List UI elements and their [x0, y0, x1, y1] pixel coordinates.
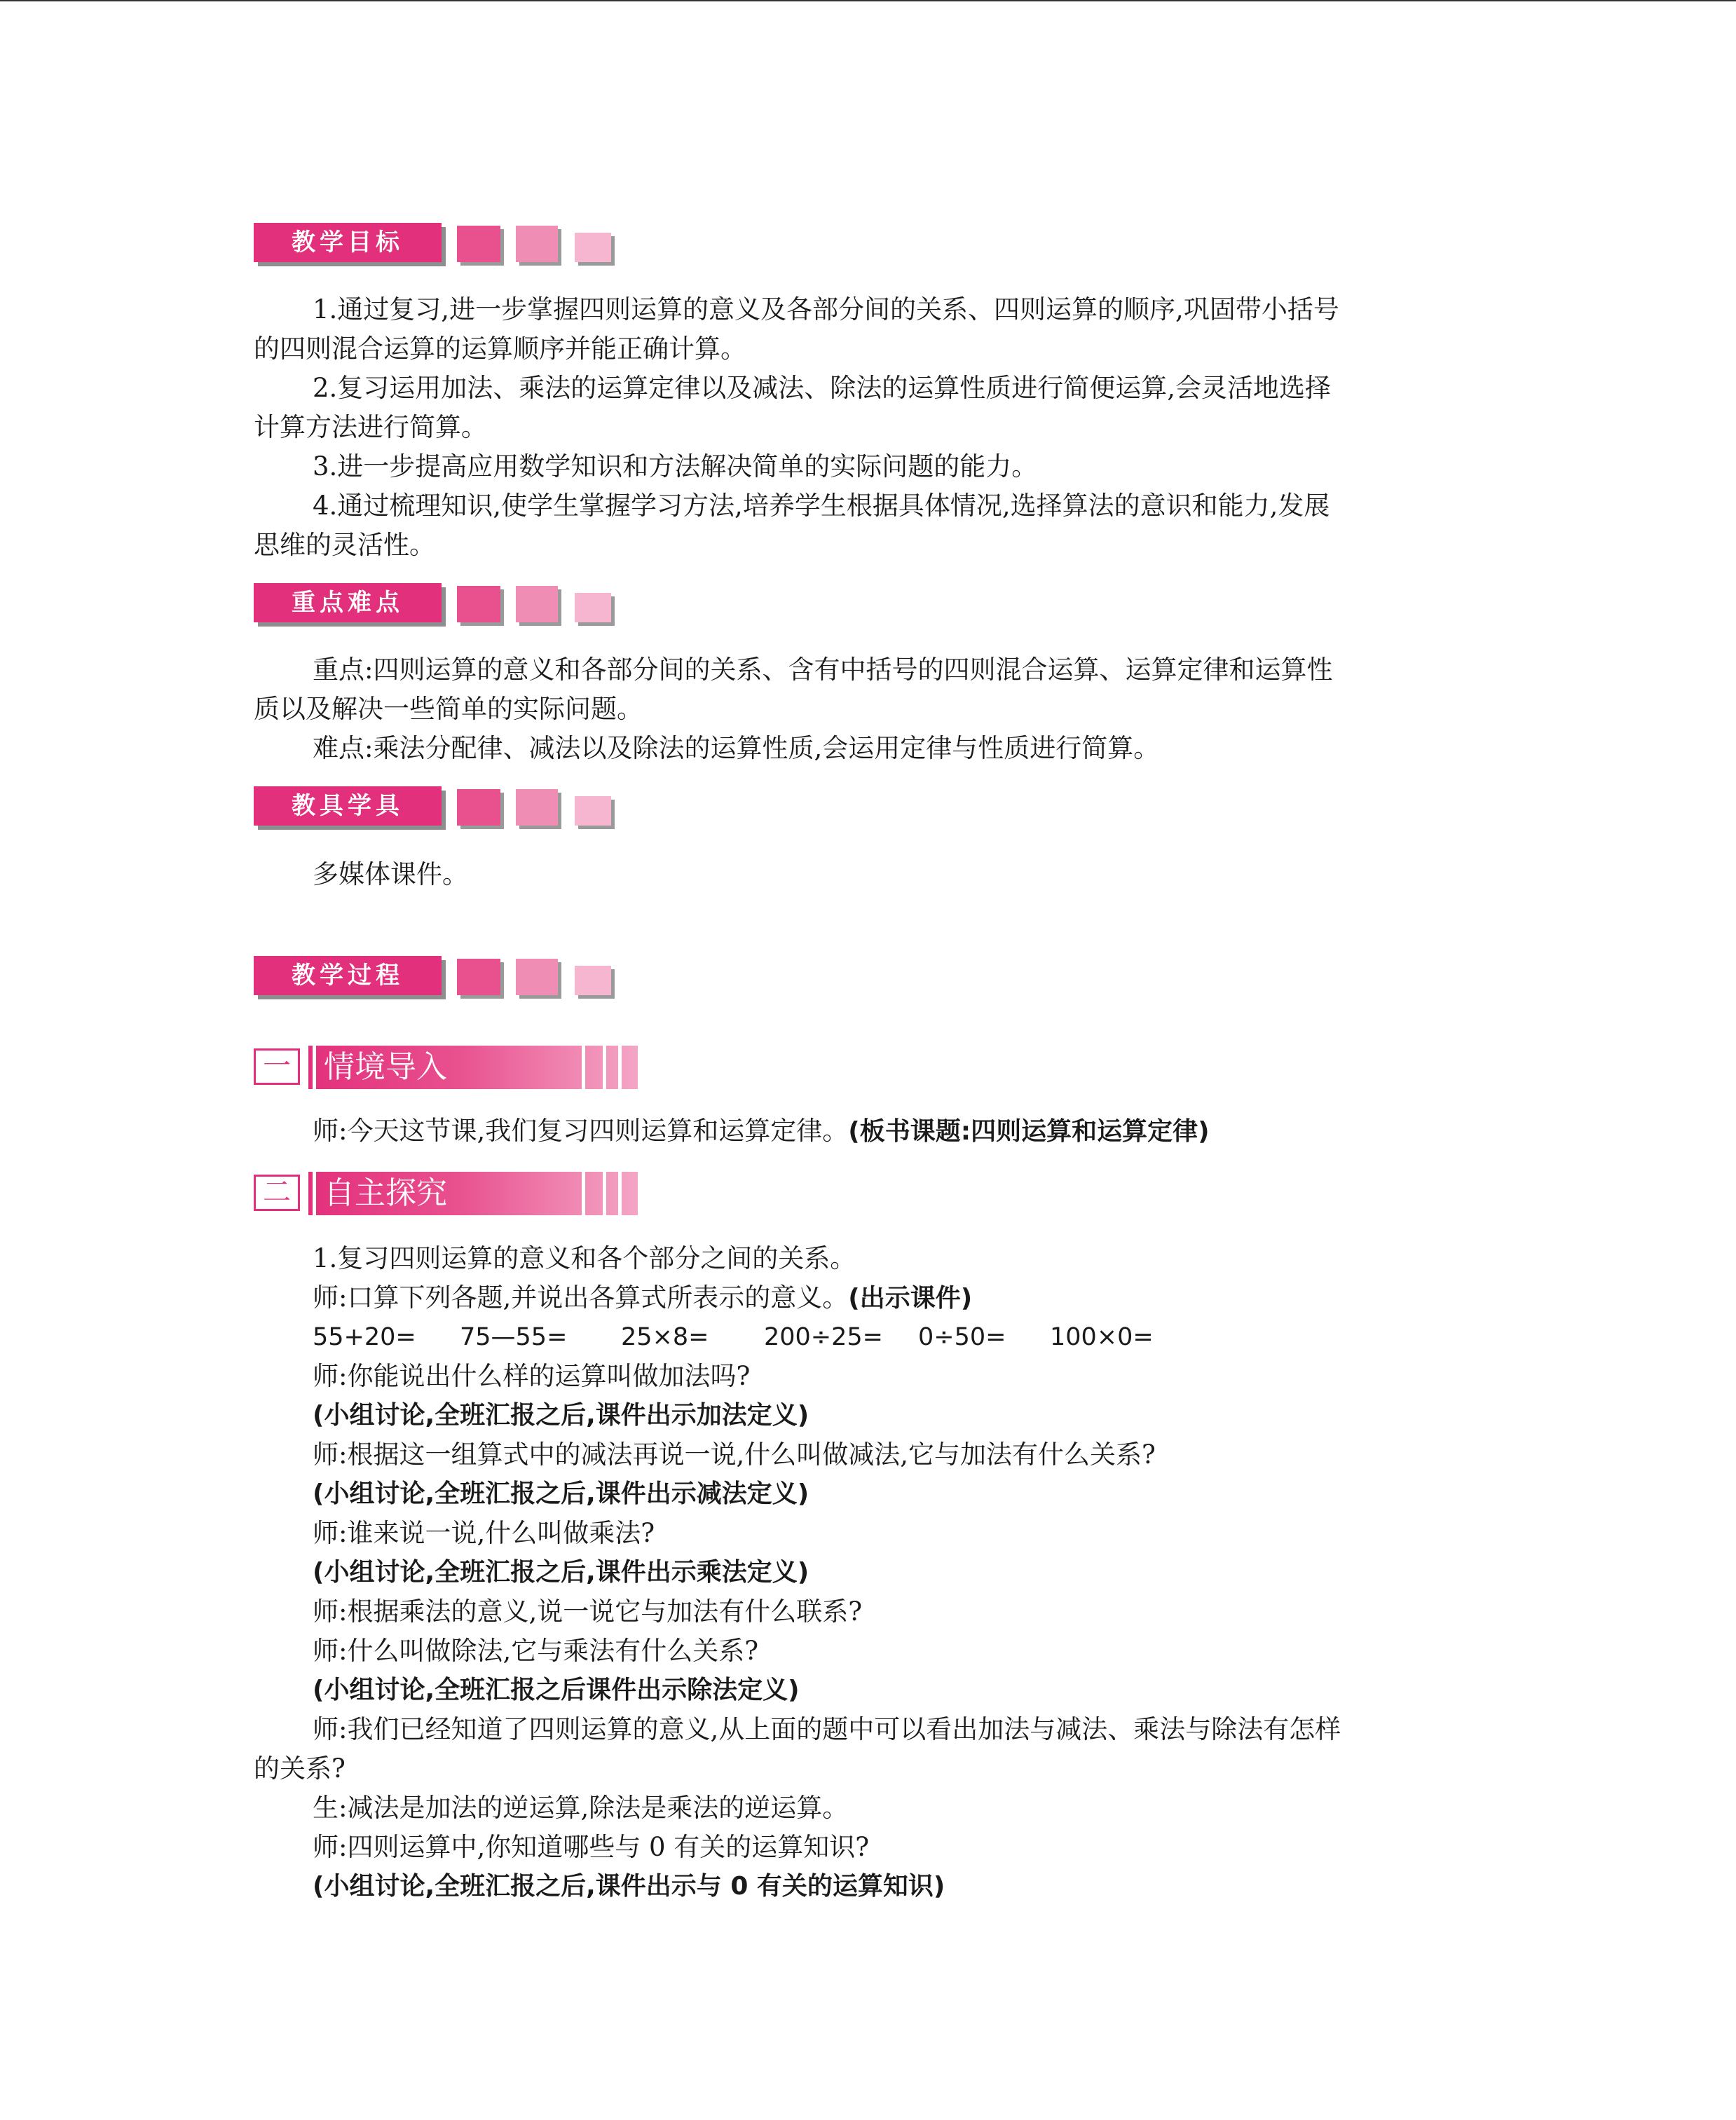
decor-square [575, 233, 611, 262]
explore-line-15: (小组讨论,全班汇报之后,课件出示与 0 有关的运算知识) [313, 1872, 945, 1901]
explore-line-4: (小组讨论,全班汇报之后,课件出示加法定义) [313, 1401, 809, 1430]
expression: 100×0= [1050, 1323, 1154, 1351]
objective-4-line-2: 思维的灵活性。 [254, 530, 435, 560]
expression: 0÷50= [918, 1323, 1006, 1351]
expression: 55+20= [313, 1323, 416, 1351]
explore-line-5: 师:根据这一组算式中的减法再说一说,什么叫做减法,它与加法有什么关系? [313, 1439, 1156, 1470]
objective-1-line-2: 的四则混合运算的运算顺序并能正确计算。 [254, 334, 746, 364]
subsection-header-intro [254, 1046, 638, 1089]
explore-text: 师:口算下列各题,并说出各算式所表示的意义。 [313, 1283, 849, 1313]
bar-stripe [582, 1046, 585, 1089]
bar-stripe [313, 1046, 316, 1089]
bar-stripe [313, 1172, 316, 1215]
section-title: 重点难点 [254, 583, 442, 622]
difficulty-line: 难点:乘法分配律、减法以及除法的运算性质,会运用定律与性质进行简算。 [313, 733, 1160, 763]
decor-square [575, 966, 611, 995]
decor-square [457, 226, 500, 262]
subsection-title: 自主探究 [324, 1175, 447, 1211]
explore-line-14: 师:四则运算中,你知道哪些与 0 有关的运算知识? [313, 1832, 870, 1862]
expression: 200÷25= [764, 1323, 883, 1351]
explore-line-10: 师:什么叫做除法,它与乘法有什么关系? [313, 1636, 759, 1666]
expression: 75—55= [460, 1323, 568, 1351]
decor-square [516, 226, 558, 262]
objective-2-line-1: 2.复习运用加法、乘法的运算定律以及减法、除法的运算性质进行简便运算,会灵活地选择 [313, 373, 1332, 403]
explore-line-1: 1.复习四则运算的意义和各个部分之间的关系。 [313, 1243, 856, 1273]
section-title: 教学过程 [254, 956, 442, 995]
decor-square [516, 789, 558, 826]
intro-line [254, 1112, 1473, 1151]
objective-4-line-1: 4.通过梳理知识,使学生掌握学习方法,培养学生根据具体情况,选择算法的意识和能力,发展 [313, 491, 1330, 521]
subsection-title: 情境导入 [324, 1049, 447, 1085]
decor-square [457, 789, 500, 826]
key-point-line-1: 重点:四则运算的意义和各部分间的关系、含有中括号的四则混合运算、运算定律和运算性 [313, 655, 1333, 685]
bar-stripe [618, 1172, 622, 1215]
top-border-line [0, 0, 1736, 1]
explore-line-6: (小组讨论,全班汇报之后,课件出示减法定义) [313, 1479, 809, 1508]
objective-3: 3.进一步提高应用数学知识和方法解决简单的实际问题的能力。 [313, 451, 1038, 481]
bar-stripe [582, 1172, 585, 1215]
explore-line-13: 生:减法是加法的逆运算,除法是乘法的逆运算。 [313, 1793, 849, 1823]
explore-line-11: (小组讨论,全班汇报之后课件出示除法定义) [313, 1676, 800, 1704]
explore-line-3: 师:你能说出什么样的运算叫做加法吗? [313, 1361, 751, 1391]
key-point-line-2: 质以及解决一些简单的实际问题。 [254, 694, 643, 724]
decor-square [516, 959, 558, 995]
subsection-header-explore [254, 1172, 638, 1215]
explore-line-8: (小组讨论,全班汇报之后,课件出示乘法定义) [313, 1558, 809, 1587]
subsection-number: 二 [254, 1175, 300, 1211]
explore-line-2 [254, 1278, 1473, 1318]
decor-square [457, 959, 500, 995]
explore-line-9: 师:根据乘法的意义,说一说它与加法有什么联系? [313, 1596, 863, 1627]
expression: 25×8= [621, 1323, 709, 1351]
subsection-number: 一 [254, 1048, 300, 1085]
section-title: 教学目标 [254, 223, 442, 262]
section-title: 教具学具 [254, 786, 442, 826]
objective-1-line-1: 1.通过复习,进一步掌握四则运算的意义及各部分间的关系、四则运算的顺序,巩固带小括号 [313, 294, 1339, 324]
explore-line-12b: 的关系? [254, 1753, 346, 1784]
decor-square [575, 593, 611, 622]
explore-line-7: 师:谁来说一说,什么叫做乘法? [313, 1518, 655, 1548]
decor-square [457, 586, 500, 622]
bar-stripe [618, 1046, 622, 1089]
bar-stripe [603, 1046, 606, 1089]
tools-text: 多媒体课件。 [313, 859, 468, 889]
explore-note: (出示课件) [848, 1284, 973, 1313]
explore-line-12a: 师:我们已经知道了四则运算的意义,从上面的题中可以看出加法与减法、乘法与除法有怎样 [313, 1714, 1341, 1744]
intro-note: (板书课题:四则运算和运算定律) [848, 1117, 1210, 1146]
objective-2-line-2: 计算方法进行简算。 [254, 412, 487, 442]
decor-square [575, 796, 611, 826]
bar-stripe [603, 1172, 606, 1215]
intro-text: 师:今天这节课,我们复习四则运算和运算定律。 [313, 1116, 849, 1146]
decor-square [516, 586, 558, 622]
